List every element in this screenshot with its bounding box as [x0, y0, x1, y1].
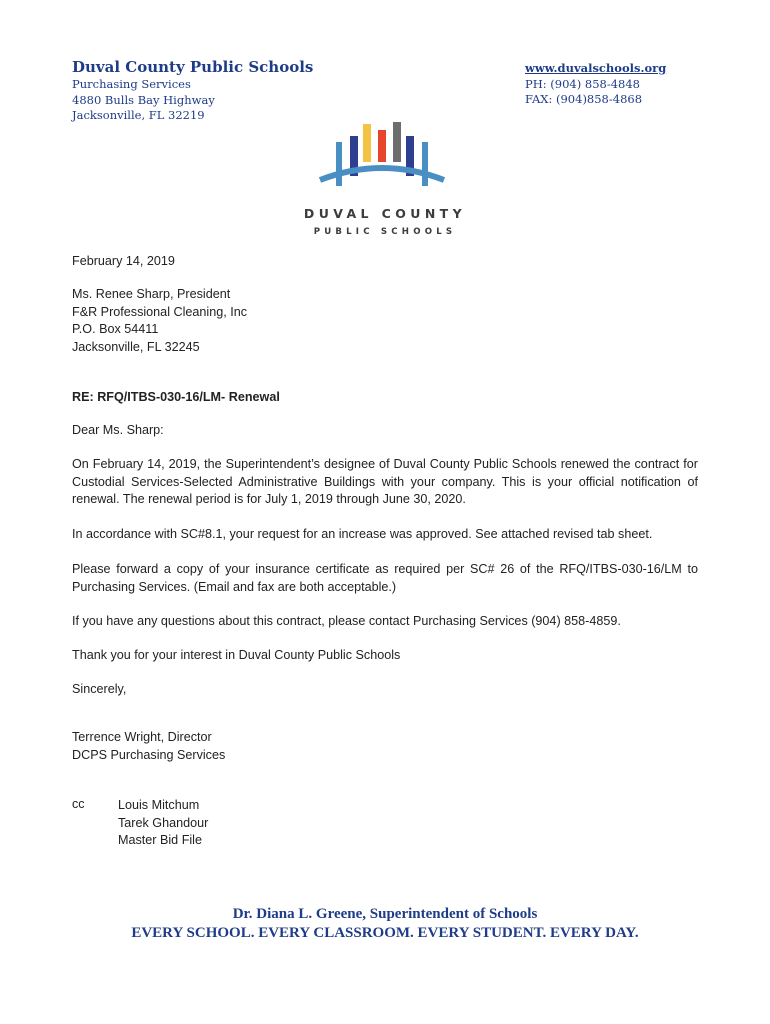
cc-list: [118, 797, 208, 850]
logo-subtitle: PUBLIC SCHOOLS: [313, 227, 457, 237]
logo-title: DUVAL COUNTY: [303, 206, 467, 221]
org-address: [72, 77, 215, 124]
signer-department: DCPS Purchasing Services: [72, 747, 226, 762]
street-address: 4880 Bulls Bay Highway: [72, 92, 215, 107]
paragraph-increase: In accordance with SC#8.1, your request for an increase was approved. See attached revised tab sheet.: [72, 527, 653, 541]
cc-item: Master Bid File: [118, 833, 202, 847]
department: Purchasing Services: [72, 77, 191, 91]
org-contact: [525, 61, 666, 108]
paragraph-questions: If you have any questions about this contract, please contact Purchasing Services (904) 858-4859.: [72, 614, 621, 628]
recipient-name: Ms. Renee Sharp, President: [72, 287, 231, 301]
footer-motto: EVERY SCHOOL. EVERY CLASSROOM. EVERY STUDENT. EVERY DAY.: [131, 925, 639, 941]
logo-post-1: [336, 142, 342, 186]
salutation: Dear Ms. Sharp:: [72, 423, 164, 437]
city-address: Jacksonville, FL 32219: [72, 108, 205, 122]
recipient-po-box: P.O. Box 54411: [72, 322, 159, 336]
signer-name: Terrence Wright, Director: [72, 730, 212, 744]
recipient-company: F&R Professional Cleaning, Inc: [72, 304, 247, 319]
logo-bar-gray: [393, 122, 401, 162]
cc-item: Louis Mitchum: [118, 798, 200, 812]
paragraph-thanks: Thank you for your interest in Duval County Public Schools: [72, 648, 401, 662]
signer-block: [72, 729, 698, 764]
subject-line: RE: RFQ/ITBS-030-16/LM- Renewal: [72, 390, 280, 404]
cc-item: Tarek Ghandour: [118, 815, 209, 830]
closing: Sincerely,: [72, 682, 127, 696]
logo-post-2: [422, 142, 428, 186]
logo-bar-yellow: [363, 124, 371, 162]
org-name: Duval County Public Schools: [72, 58, 314, 76]
fax-number: FAX: (904)858-4868: [525, 92, 643, 106]
recipient-city: Jacksonville, FL 32245: [72, 339, 200, 354]
paragraph-renewal: On February 14, 2019, the Superintendent’s designee of Duval County Public Schools renewed the contract for Custodial Services-Selected Administrative Buildings with your company. This is your official notification of renewal. The renewal period is for July 1, 2019 through June 30, 2020.: [72, 457, 698, 506]
website-link[interactable]: www.duvalschools.org: [525, 61, 667, 75]
logo-bar-red: [378, 130, 386, 162]
recipient-block: [72, 286, 698, 356]
letter-date: February 14, 2019: [72, 254, 175, 268]
phone-number: PH: (904) 858-4848: [525, 76, 640, 91]
paragraph-insurance: Please forward a copy of your insurance certificate as required per SC# 26 of the RFQ/ITBS-030-16/LM to Purchasing Services. (Email and fax are both acceptable.): [72, 562, 698, 594]
footer-superintendent: Dr. Diana L. Greene, Superintendent of Schools: [232, 906, 538, 922]
cc-label: cc: [72, 797, 85, 811]
dcps-logo-icon: [318, 118, 478, 198]
